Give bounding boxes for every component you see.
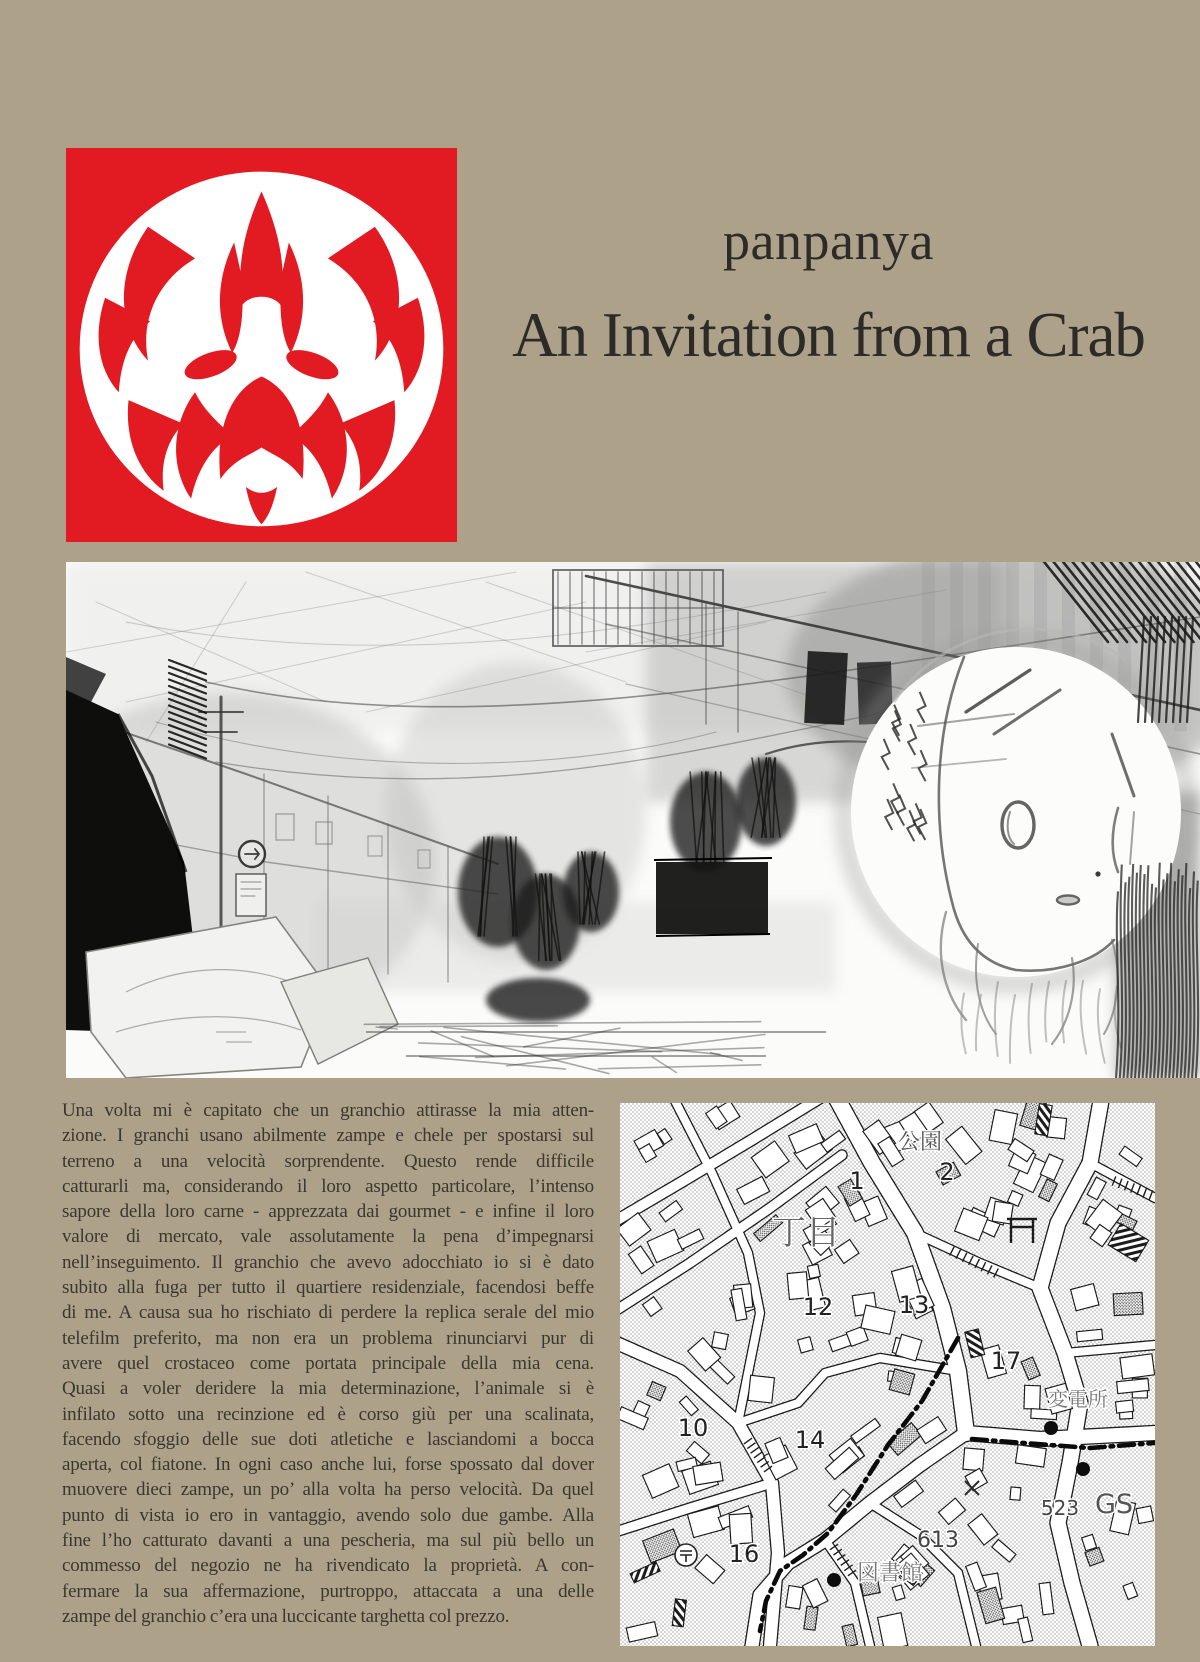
story-line: infilato sotto una recinzione ed è corso giù per una scalinata, bbox=[62, 1403, 594, 1425]
story-line: subito alla fuga per tutto il quartiere residenziale, facendosi beffe bbox=[62, 1277, 594, 1299]
story-line: zione. I granchi usano abilmente zampe e chele per spostarsi sul bbox=[62, 1125, 594, 1147]
publisher-crab-logo bbox=[66, 148, 457, 542]
story-line: nell’inseguimento. Il granchio che avevo adocchiato io si è dato bbox=[62, 1251, 594, 1273]
poi-dot bbox=[1044, 1421, 1058, 1435]
story-line: aperta, col fiatone. In ogni caso anche lui, forse spossato dal dover bbox=[62, 1454, 594, 1476]
story-line: zampe del granchio c’era una luccicante targhetta col prezzo. bbox=[62, 1605, 510, 1627]
neighborhood-map-illustration bbox=[620, 1103, 1155, 1646]
map-label: 523 bbox=[1040, 1496, 1080, 1520]
postal-mark-icon bbox=[675, 1544, 697, 1566]
author-name: panpanya bbox=[723, 211, 934, 271]
map-label: 図書館 bbox=[856, 1561, 924, 1586]
map-label: 1 bbox=[849, 1167, 865, 1195]
map-label: 変電所 bbox=[1048, 1387, 1108, 1411]
story-line: telefilm preferito, ma non era un problema rinunciarvi pur di bbox=[62, 1327, 594, 1349]
page-title: An Invitation from a Crab bbox=[512, 300, 1145, 370]
story-line: terreno a una velocità sorprendente. Questo rende difficile bbox=[62, 1150, 594, 1172]
story-line: sapore della loro carne - apprezzata dai gourmet - e infine il loro bbox=[62, 1201, 594, 1223]
map-label: 公園 bbox=[897, 1130, 943, 1155]
map-label: 17 bbox=[990, 1347, 1022, 1375]
story-line: commesso del negozio ne ha rivendicato la proprietà. A con- bbox=[62, 1555, 594, 1577]
story-line: fine l’ho catturato davanti a una pescheria, ma sul più bello un bbox=[62, 1530, 594, 1552]
poi-dot bbox=[827, 1573, 841, 1587]
story-line: Quasi a voler deridere la mia determinazione, l’animale si è bbox=[62, 1378, 594, 1400]
map-label: 2 bbox=[939, 1158, 955, 1186]
map-label: 13 bbox=[898, 1291, 930, 1319]
map-label: 16 bbox=[728, 1540, 760, 1568]
story-line: muovere dieci zampe, un po’ alla volta ha perso velocità. Da quel bbox=[62, 1479, 594, 1501]
map-label: 12 bbox=[802, 1293, 834, 1321]
poi-dot bbox=[1076, 1462, 1090, 1476]
map-label: 14 bbox=[794, 1426, 826, 1454]
story-line: di me. A causa sua ho rischiato di perdere la replica serale del mio bbox=[62, 1302, 594, 1324]
map-label: 613 bbox=[917, 1528, 959, 1553]
map-label: 10 bbox=[677, 1414, 709, 1442]
alley-sketch-illustration bbox=[66, 562, 1200, 1078]
story-line: Una volta mi è capitato che un granchio attirasse la mia atten- bbox=[62, 1100, 594, 1121]
story-line: valore di mercato, vale assolutamente la pena d’impegnarsi bbox=[62, 1226, 594, 1248]
story-line: facendo sfoggio delle sue doti atletiche e lasciandomi a bocca bbox=[62, 1428, 594, 1450]
alley-sketch-svg bbox=[66, 562, 1200, 1078]
map-label: GS bbox=[1094, 1489, 1134, 1520]
story-line: fermare la sua affermazione, purtroppo, attaccata a una delle bbox=[62, 1580, 594, 1602]
map-label: 丁目 bbox=[772, 1213, 840, 1253]
story-line: avere quel crostaceo come portata principale della mia cena. bbox=[62, 1352, 594, 1374]
story-line: punto di vista io ero in vantaggio, avendo solo due gambe. Alla bbox=[62, 1504, 594, 1526]
story-line: catturarli ma, considerando il loro aspetto particolare, l’intenso bbox=[62, 1175, 594, 1197]
neighborhood-map-svg bbox=[620, 1103, 1155, 1646]
crab-emblem-icon bbox=[66, 148, 457, 542]
story-paragraph bbox=[62, 1098, 594, 1629]
